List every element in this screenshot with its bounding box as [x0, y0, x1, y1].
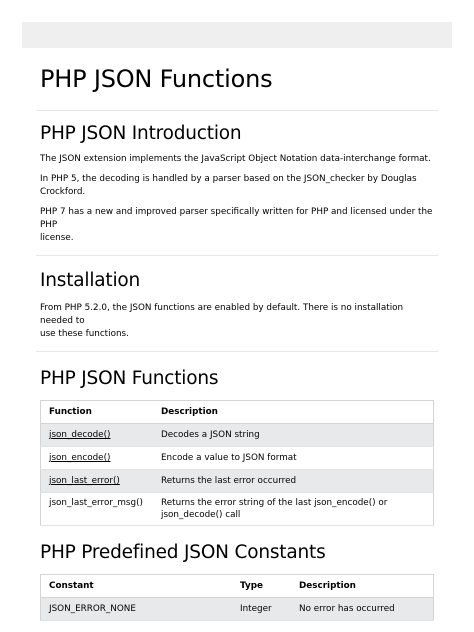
function-cell — [41, 447, 154, 470]
header-constant: Constant — [41, 575, 233, 598]
json-last-error-link[interactable]: json_last_error() — [49, 476, 120, 486]
json-encode-link[interactable]: json_encode() — [49, 453, 111, 463]
description-cell: No error has occurred — [291, 598, 434, 621]
main-content — [40, 62, 434, 621]
json-decode-link[interactable]: json_decode() — [49, 430, 111, 440]
intro-paragraph-3-line-2: license. — [40, 233, 74, 243]
divider — [36, 351, 438, 352]
description-cell: Encode a value to JSON format — [153, 447, 434, 470]
header-description: Description — [291, 575, 434, 598]
intro-paragraph-2-line-1: In PHP 5, the decoding is handled by a parser based on the JSON_checker by Douglas — [40, 174, 417, 184]
constants-table — [40, 574, 434, 621]
table-row — [41, 493, 434, 526]
intro-paragraph-3-line-1: PHP 7 has a new and improved parser specifically written for PHP and licensed under the PHP — [40, 207, 433, 230]
intro-paragraph-1: The JSON extension implements the JavaScript Object Notation data-interchange format. — [40, 154, 431, 164]
table-header-row — [41, 575, 434, 598]
top-bar — [22, 22, 452, 48]
header-description: Description — [153, 401, 434, 424]
installation-paragraph-line-1: From PHP 5.2.0, the JSON functions are enabled by default. There is no installation needed to — [40, 303, 404, 326]
installation-heading: Installation — [40, 270, 141, 291]
function-cell — [41, 424, 154, 447]
table-row — [41, 424, 434, 447]
table-header-row — [41, 401, 434, 424]
intro-heading: PHP JSON Introduction — [40, 123, 242, 144]
header-function: Function — [41, 401, 154, 424]
installation-paragraph-line-2: use these functions. — [40, 329, 129, 339]
intro-paragraph-2 — [40, 173, 434, 199]
functions-heading: PHP JSON Functions — [40, 368, 219, 389]
intro-paragraph-2-line-2: Crockford. — [40, 187, 86, 197]
table-row — [41, 470, 434, 493]
table-row — [41, 598, 434, 621]
divider — [36, 110, 438, 111]
installation-paragraph — [40, 302, 434, 341]
constants-heading: PHP Predefined JSON Constants — [40, 542, 326, 563]
page-title: PHP JSON Functions — [40, 65, 273, 93]
description-line-2: json_decode() call — [161, 510, 241, 520]
divider — [36, 255, 438, 256]
functions-table — [40, 400, 434, 526]
description-cell: Returns the last error occurred — [153, 470, 434, 493]
header-type: Type — [232, 575, 291, 598]
function-cell — [41, 470, 154, 493]
type-cell: Integer — [232, 598, 291, 621]
constant-cell: JSON_ERROR_NONE — [41, 598, 233, 621]
description-cell — [153, 493, 434, 526]
table-row — [41, 447, 434, 470]
intro-paragraph-3 — [40, 206, 434, 245]
description-line-1: Returns the error string of the last json_encode() or — [161, 498, 388, 508]
description-cell: Decodes a JSON string — [153, 424, 434, 447]
function-cell: json_last_error_msg() — [41, 493, 154, 526]
